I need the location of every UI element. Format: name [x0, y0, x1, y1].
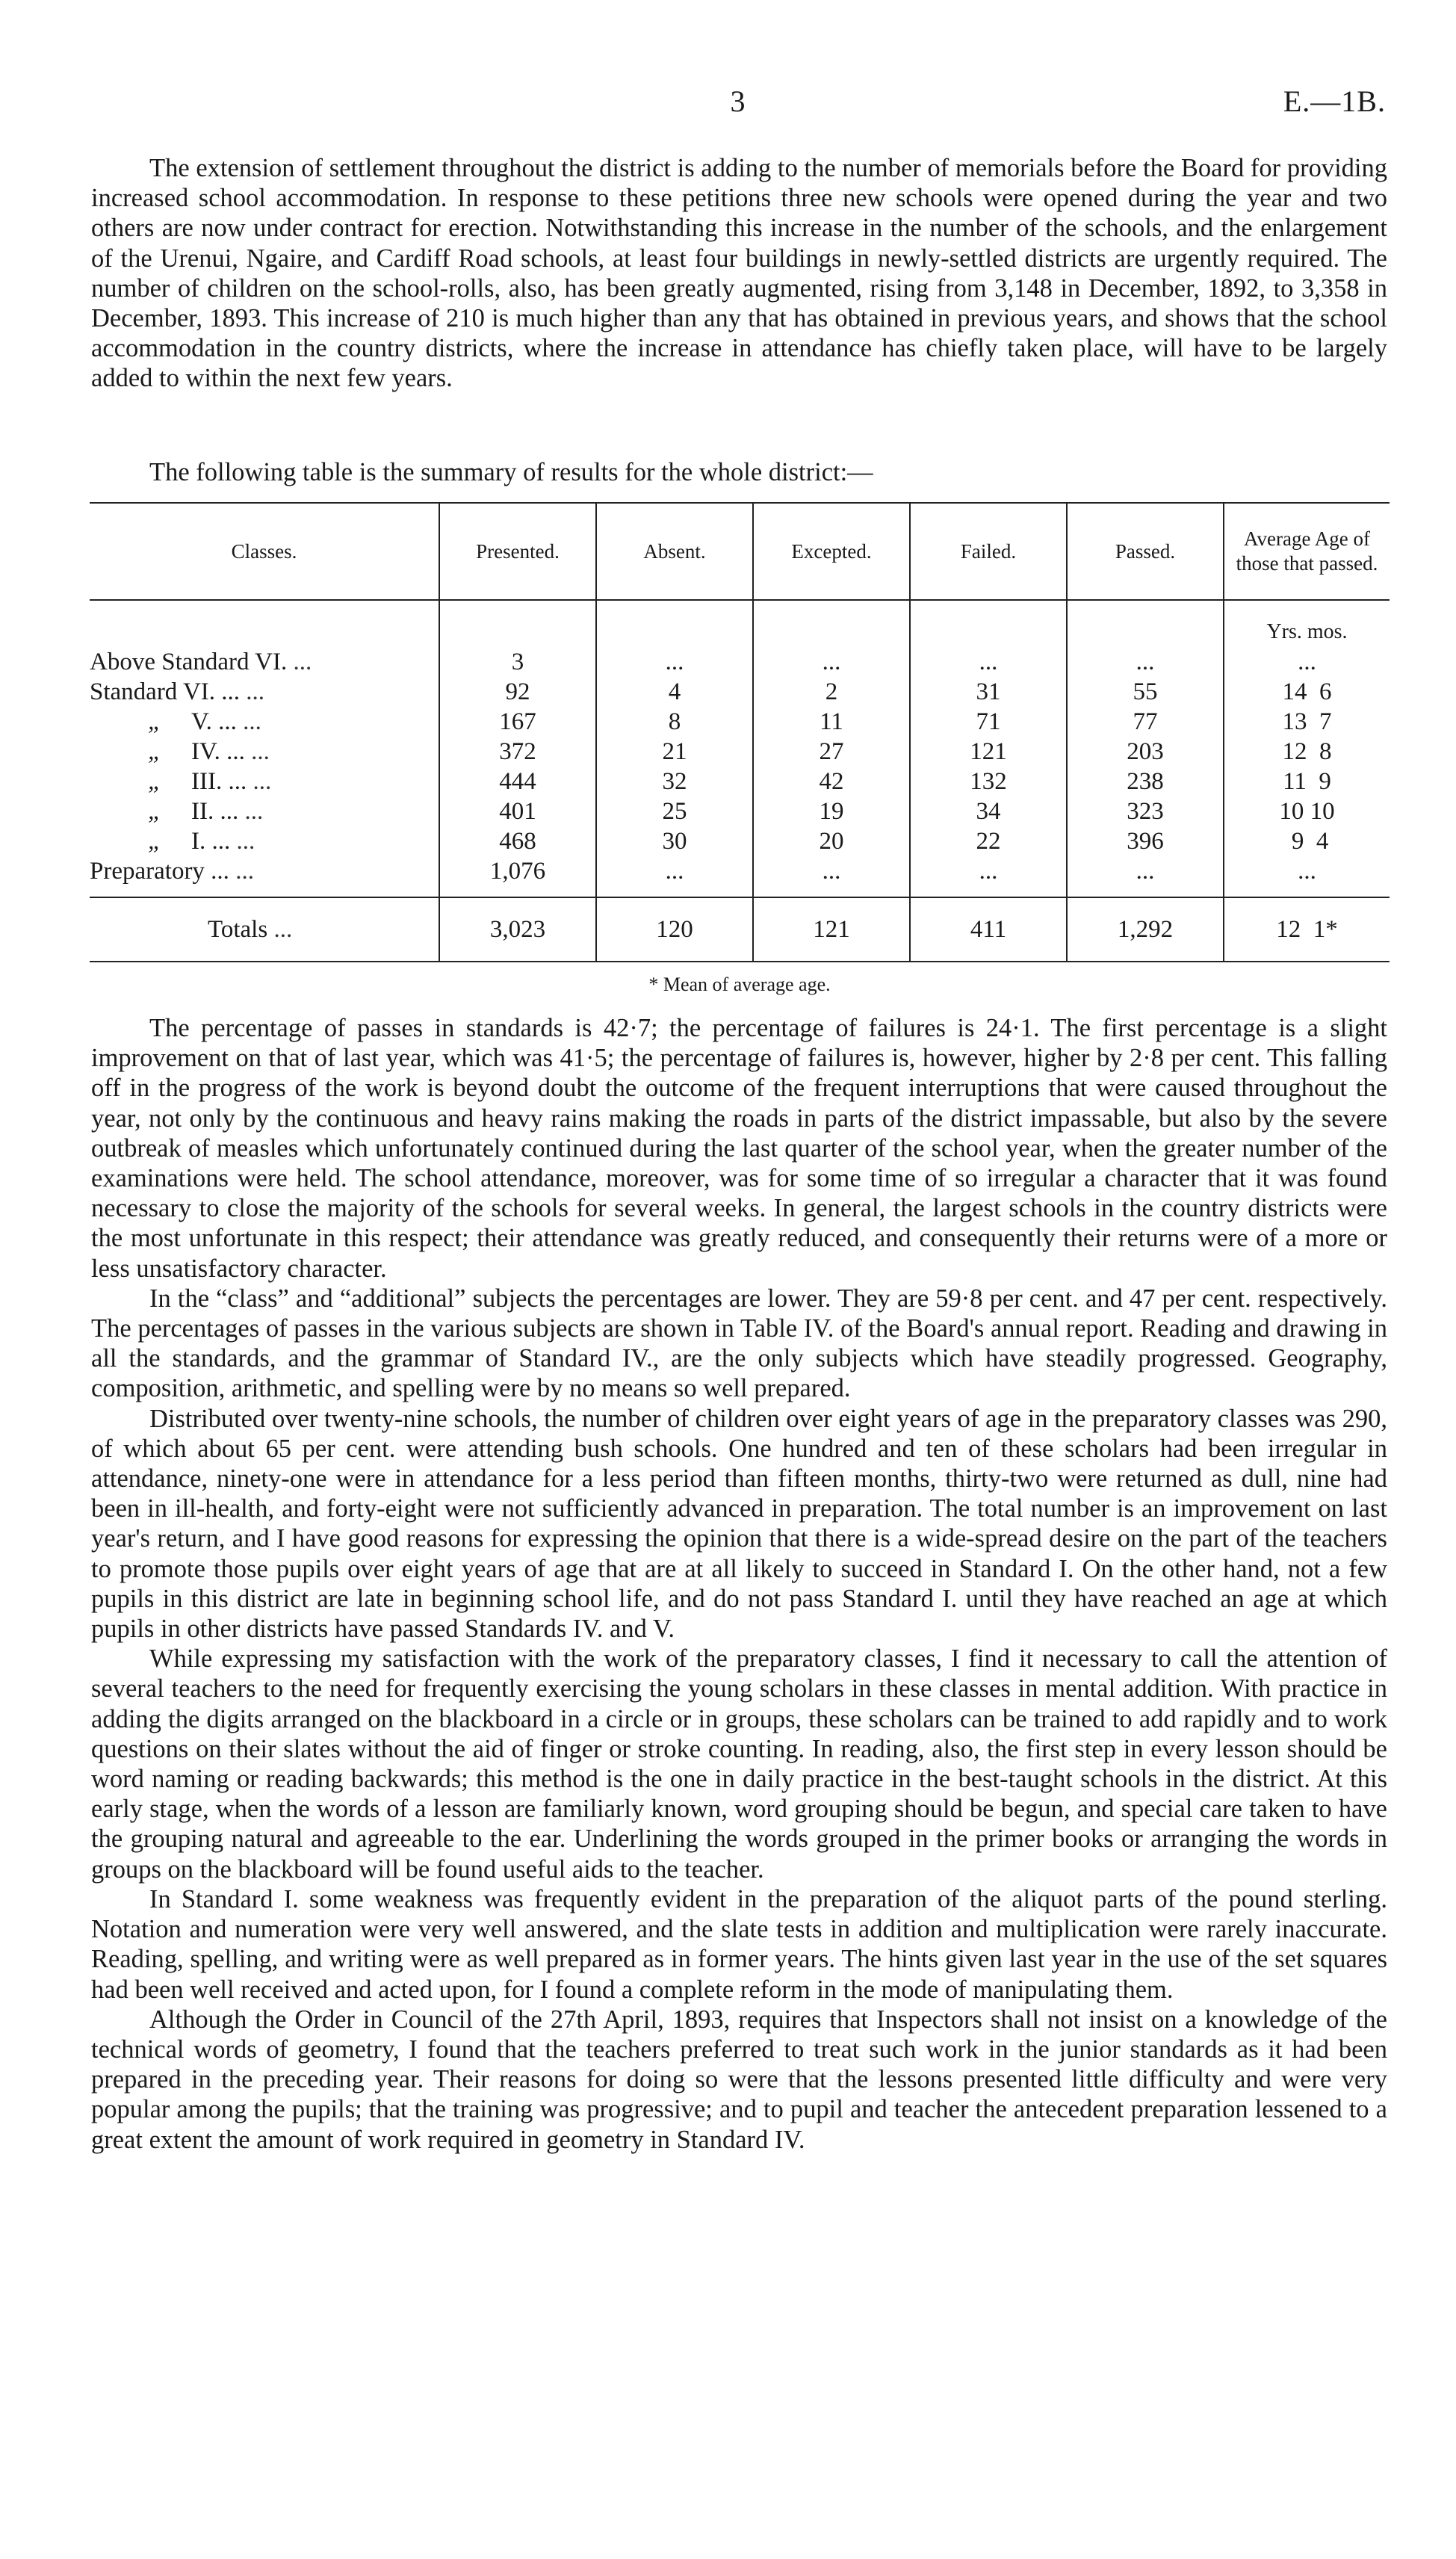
paragraph-passes: The percentage of passes in standards is 42·7; the percentage of failures is 24·1. The first percentage is a slight improvement on that of last year, which was 41·5; the percentage of failures is, however, higher by 2·8 per cent. This falling off in the progress of the work is beyond doubt the outcome of the frequent interruptions that were caused throughout the year, not only by the continuous and heavy rains making the roads in parts of the district impassable, but also by the severe outbreak of measles which unfortunately continued during the last quarter of the school year, when the greater number of the examinations were held. The school attendance, moreover, was for some time of so irregular a character that it was found necessary to close the majority of the schools for several weeks. In general, the largest schools in the country districts were the most unfortunate in this respect; their attendance was greatly reduced, and consequently their returns were of a more or less unsatisfactory character. — [91, 1014, 1387, 1283]
passed-cell: ... — [1067, 647, 1224, 677]
absent-cell: 21 — [596, 737, 753, 767]
ditto-mark: „ — [148, 738, 162, 765]
table-row — [90, 737, 1390, 767]
header-passed: Passed. — [1067, 503, 1224, 600]
paragraph-geometry: Although the Order in Council of the 27th April, 1893, requires that Inspectors shall not insist on a knowledge of the technical words of geometry, I found that the teachers preferred to treat such work in the junior standards as it had been prepared in the preceding year. Their reasons for doing so were that the lessons presented little difficulty and were very popular among the pupils; that the training was progressive; and to pupil and teacher the antecedent preparation lessened to a great extent the amount of work required in geometry in Standard IV. — [91, 2005, 1387, 2154]
average-age-cell — [1224, 826, 1390, 856]
class-name: II. ... — [191, 798, 239, 825]
absent-cell: 8 — [596, 707, 753, 737]
age-units: Yrs. mos. — [1224, 600, 1390, 647]
totals-failed: 411 — [910, 897, 1067, 962]
header-average-age: Average Age of those that passed. — [1224, 503, 1390, 600]
class-name: Above Standard VI. — [90, 649, 288, 675]
page-number: 3 — [730, 84, 746, 118]
row-leader-dots: ... — [253, 768, 272, 795]
absent-cell: 30 — [596, 826, 753, 856]
average-age-cell — [1224, 856, 1390, 897]
row-leader-dots: ... — [273, 916, 293, 943]
row-label — [90, 856, 439, 897]
class-name: I. ... — [191, 828, 231, 855]
intro-paragraph: The extension of settlement throughout the district is adding to the number of memorials before the Board for providing increased school accommodation. In response to these petitions three new schools were opened during the year and two others are now under contract for erection. Notwithstanding this increase in the number of the schools, and the enlargement of the Urenui, Ngaire, and Cardiff Road schools, at least four buildings in newly-settled districts are urgently required. The number of children on the school-rolls, also, has been greatly augmented, rising from 3,148 in December, 1892, to 3,358 in December, 1893. This increase of 210 is much higher than any that has obtained in previous years, and shows that the school accommodation in the country districts, where the increase in attendance has chiefly taken place, will have to be largely added to within the next few years. — [91, 154, 1387, 393]
table-row — [90, 796, 1390, 826]
absent-cell: ... — [596, 647, 753, 677]
failed-cell: 34 — [910, 796, 1067, 826]
header-absent: Absent. — [596, 503, 753, 600]
ditto-mark: „ — [148, 768, 162, 795]
presented-cell: 401 — [439, 796, 596, 826]
absent-cell: 32 — [596, 767, 753, 796]
row-leader-dots: ... — [236, 828, 255, 855]
table-row — [90, 856, 1390, 897]
average-age-cell — [1224, 647, 1390, 677]
age-value: 12 8 — [1282, 738, 1332, 765]
presented-cell: 167 — [439, 707, 596, 737]
row-label — [90, 647, 439, 677]
header-presented: Presented. — [439, 503, 596, 600]
row-leader-dots: ... — [293, 649, 312, 675]
absent-cell: 25 — [596, 796, 753, 826]
class-name: V. ... — [191, 708, 237, 735]
row-label — [90, 737, 439, 767]
table-footnote: * Mean of average age. — [648, 974, 831, 995]
excepted-cell: 11 — [753, 707, 910, 737]
presented-cell: 444 — [439, 767, 596, 796]
age-value: 12 1* — [1276, 916, 1338, 943]
table-row — [90, 707, 1390, 737]
totals-passed: 1,292 — [1067, 897, 1224, 962]
passed-cell: 396 — [1067, 826, 1224, 856]
excepted-cell: ... — [753, 856, 910, 897]
ditto-mark: „ — [148, 828, 162, 855]
table-header-row — [90, 503, 1390, 600]
age-value: 13 7 — [1282, 708, 1332, 735]
failed-cell: 31 — [910, 677, 1067, 707]
excepted-cell: 42 — [753, 767, 910, 796]
excepted-cell: ... — [753, 647, 910, 677]
paragraph-preparatory-methods: While expressing my satisfaction with the work of the preparatory classes, I find it necessary to call the attention of several teachers to the need for frequently exercising the young scholars in these classes in mental addition. With practice in adding the digits arranged on the blackboard in a circle or in groups, these scholars can be trained to add rapidly and to work questions on their slates without the aid of finger or stroke counting. In reading, also, the first step in every lesson should be word naming or reading backwards; this method is the one in daily practice in the best-taught schools in the district. At this early stage, when the words of a lesson are familiarly known, word grouping should be begun, and special care taken to have the grouping natural and agreeable to the ear. Underlining the words grouped in the primer books or arranging the words in groups on the blackboard will be found useful aids to the teacher. — [91, 1644, 1387, 1884]
excepted-cell: 20 — [753, 826, 910, 856]
absent-cell: ... — [596, 856, 753, 897]
totals-label-cell — [90, 897, 439, 962]
excepted-cell: 2 — [753, 677, 910, 707]
failed-cell: 71 — [910, 707, 1067, 737]
presented-cell: 3 — [439, 647, 596, 677]
row-label — [90, 767, 439, 796]
row-leader-dots: ... — [251, 738, 270, 765]
passed-cell: 55 — [1067, 677, 1224, 707]
failed-cell: ... — [910, 647, 1067, 677]
age-value: ... — [1298, 858, 1316, 885]
totals-excepted: 121 — [753, 897, 910, 962]
ditto-mark: „ — [148, 708, 162, 735]
age-value: 14 6 — [1282, 678, 1332, 705]
intro-section — [91, 153, 1387, 394]
average-age-cell — [1224, 737, 1390, 767]
average-age-cell — [1224, 796, 1390, 826]
row-leader-dots: ... — [246, 678, 265, 705]
row-label — [90, 796, 439, 826]
table-intro: The following table is the summary of results for the whole district:— — [149, 458, 873, 486]
failed-cell: 121 — [910, 737, 1067, 767]
table-row — [90, 647, 1390, 677]
results-table — [90, 502, 1390, 962]
passed-cell: 203 — [1067, 737, 1224, 767]
failed-cell: 132 — [910, 767, 1067, 796]
header-failed: Failed. — [910, 503, 1067, 600]
age-value: 10 10 — [1279, 798, 1335, 825]
class-name: IV. ... — [191, 738, 245, 765]
report-body — [91, 1013, 1387, 2155]
paragraph-standard-one: In Standard I. some weakness was frequently evident in the preparation of the aliquot parts of the pound sterling. Notation and numeration were very well answered, and the slate tests in addition and multiplication were rarely inaccurate. Reading, spelling, and writing were as well prepared as in former years. The hints given last year in the use of the set squares had been well received and acted upon, for I found a complete reform in the mode of manipulating them. — [91, 1884, 1387, 2004]
table-row — [90, 826, 1390, 856]
page-header — [90, 84, 1386, 129]
row-leader-dots: ... — [243, 708, 261, 735]
row-leader-dots: ... — [244, 798, 264, 825]
passed-cell: ... — [1067, 856, 1224, 897]
passed-cell: 238 — [1067, 767, 1224, 796]
totals-label: Totals — [208, 916, 268, 943]
units-row — [90, 600, 1390, 647]
row-label — [90, 826, 439, 856]
paragraph-class-subjects: In the “class” and “additional” subjects the percentages are lower. They are 59·8 per cent. and 47 per cent. respectively. The percentages of passes in the various subjects are shown in Table IV. of the Board's annual report. Reading and drawing in all the standards, and the grammar of Standard IV., are the only subjects which have steadily progressed. Geography, composition, arithmetic, and spelling were by no means so well prepared. — [91, 1284, 1387, 1403]
class-name: Standard VI. ... — [90, 678, 241, 705]
excepted-cell: 19 — [753, 796, 910, 826]
presented-cell: 92 — [439, 677, 596, 707]
age-value: ... — [1298, 649, 1316, 675]
table-row — [90, 677, 1390, 707]
totals-presented: 3,023 — [439, 897, 596, 962]
average-age-cell — [1224, 707, 1390, 737]
header-classes: Classes. — [90, 503, 439, 600]
passed-cell: 77 — [1067, 707, 1224, 737]
totals-average-age — [1224, 897, 1390, 962]
presented-cell: 468 — [439, 826, 596, 856]
totals-row — [90, 897, 1390, 962]
row-label — [90, 707, 439, 737]
average-age-cell — [1224, 767, 1390, 796]
paragraph-preparatory-numbers: Distributed over twenty-nine schools, the number of children over eight years of age in the preparatory classes was 290, of which about 65 per cent. were attending bush schools. One hundred and ten of these scholars had been irregular in attendance, ninety-one were in attendance for a less period than fifteen months, thirty-two were returned as dull, nine had been in ill-health, and forty-eight were not sufficiently advanced in preparation. The total number is an improvement on last year's return, and I have good reasons for expressing the opinion that there is a wide-spread desire on the part of the teachers to promote those pupils over eight years of age that are at all likely to succeed in Standard I. On the other hand, not a few pupils in this district are late in beginning school life, and do not pass Standard I. until they have reached an age at which pupils in other districts have passed Standards IV. and V. — [91, 1404, 1387, 1644]
row-leader-dots: ... — [235, 858, 254, 885]
series-reference: E.—1B. — [1283, 84, 1386, 118]
table-row — [90, 767, 1390, 796]
header-excepted: Excepted. — [753, 503, 910, 600]
passed-cell: 323 — [1067, 796, 1224, 826]
absent-cell: 4 — [596, 677, 753, 707]
ditto-mark: „ — [148, 798, 162, 825]
totals-absent: 120 — [596, 897, 753, 962]
presented-cell: 372 — [439, 737, 596, 767]
presented-cell: 1,076 — [439, 856, 596, 897]
class-name: Preparatory ... — [90, 858, 229, 885]
age-value: 9 4 — [1285, 828, 1329, 855]
failed-cell: ... — [910, 856, 1067, 897]
age-value: 11 9 — [1283, 768, 1331, 795]
class-name: III. ... — [191, 768, 247, 795]
excepted-cell: 27 — [753, 737, 910, 767]
failed-cell: 22 — [910, 826, 1067, 856]
row-label — [90, 677, 439, 707]
average-age-cell — [1224, 677, 1390, 707]
